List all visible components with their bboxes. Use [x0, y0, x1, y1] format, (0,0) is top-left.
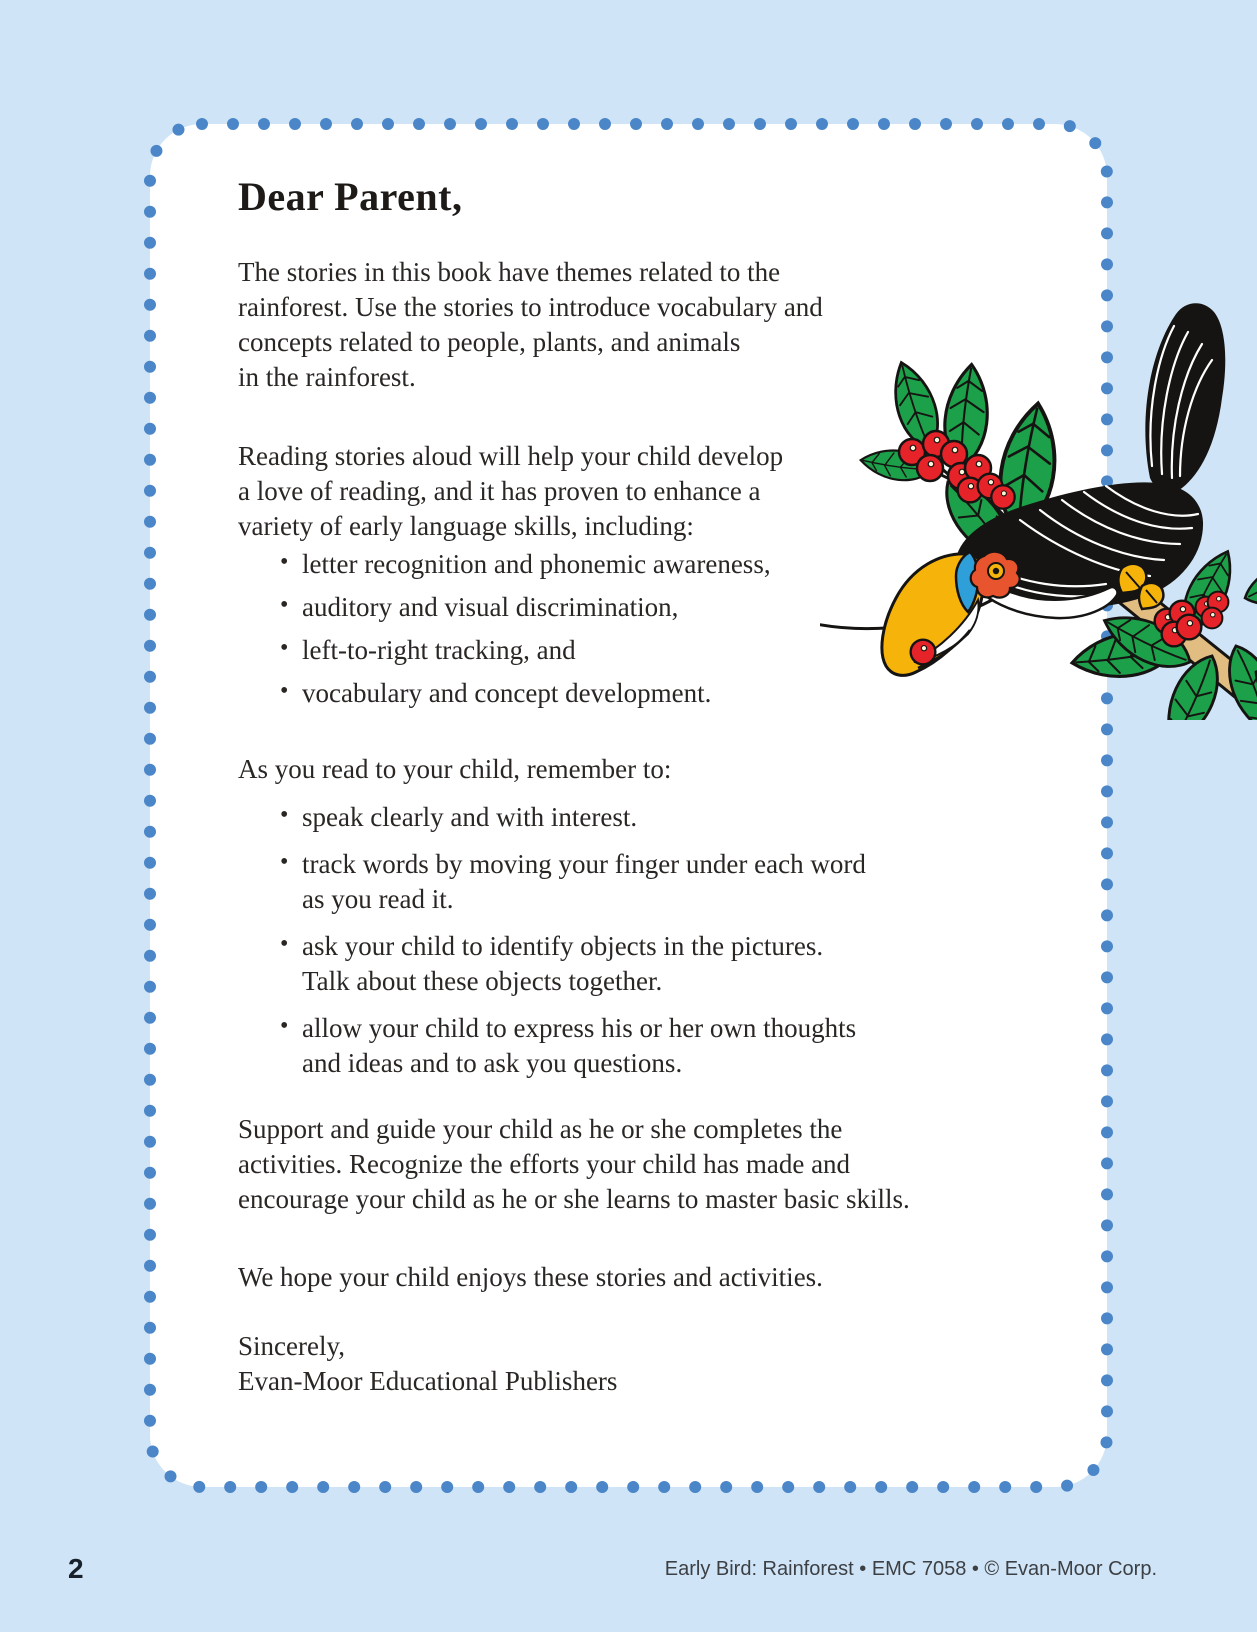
text-line: and ideas and to ask you questions. [302, 1048, 683, 1078]
list-item [238, 633, 771, 668]
hope-paragraph: We hope your child enjoys these stories and activities. [238, 1262, 823, 1292]
bullet-icon: • [280, 802, 289, 828]
text-line: Reading stories aloud will help your child develop [238, 441, 784, 471]
list-item [238, 800, 866, 835]
text-line: concepts related to people, plants, and animals [238, 327, 741, 357]
list-item [238, 547, 771, 582]
text-line: in the rainforest. [238, 362, 416, 392]
list-item [238, 847, 866, 917]
text-line: speak clearly and with interest. [302, 802, 638, 832]
bullet-icon: • [280, 1013, 289, 1039]
text-line: track words by moving your finger under each word [302, 849, 866, 879]
beak [882, 552, 984, 675]
bullet-icon: • [280, 549, 289, 575]
reading-paragraph [238, 439, 783, 544]
list-item [238, 676, 771, 711]
text-line: ask your child to identify objects in the pictures. [302, 931, 824, 961]
text-line: activities. Recognize the efforts your child has made and [238, 1149, 851, 1179]
closing-signature: Evan-Moor Educational Publishers [238, 1366, 618, 1396]
footer-credit: Early Bird: Rainforest • EMC 7058 • © Evan-Moor Corp. [664, 1558, 1157, 1580]
list-item-text: auditory and visual discrimination, [302, 592, 679, 622]
closing-sincerely: Sincerely, [238, 1331, 345, 1361]
text-line: as you read it. [302, 884, 454, 914]
text-line: The stories in this book have themes related to the [238, 257, 781, 287]
text-line: encourage your child as he or she learns to master basic skills. [238, 1184, 910, 1214]
bullet-icon: • [280, 635, 289, 661]
list-item-text: letter recognition and phonemic awareness, [302, 549, 771, 579]
bullet-icon: • [280, 678, 289, 704]
intro-paragraph [238, 255, 823, 395]
list-item [238, 590, 771, 625]
page-number: 2 [68, 1553, 84, 1584]
tail [1145, 303, 1225, 493]
bullet-icon: • [280, 592, 289, 618]
list-item [238, 1011, 866, 1081]
text-line: Support and guide your child as he or she completes the [238, 1114, 843, 1144]
list-item [238, 929, 866, 999]
closing-block [238, 1329, 617, 1399]
reading-tips-list [238, 800, 866, 1093]
skills-list [238, 547, 771, 719]
list-item-text: left-to-right tracking, and [302, 635, 576, 665]
text-line: Talk about these objects together. [302, 966, 663, 996]
footer [0, 1548, 1257, 1608]
text-line: rainforest. Use the stories to introduce vocabulary and [238, 292, 823, 322]
remember-intro: As you read to your child, remember to: [238, 754, 672, 784]
text-line: a love of reading, and it has proven to enhance a [238, 476, 761, 506]
text-line: allow your child to express his or her own thoughts [302, 1013, 857, 1043]
bullet-icon: • [280, 931, 289, 957]
text-line: variety of early language skills, including: [238, 511, 694, 541]
support-paragraph [238, 1112, 910, 1217]
toucan-illustration [820, 300, 1257, 720]
list-item-text: vocabulary and concept development. [302, 678, 712, 708]
bullet-icon: • [280, 849, 289, 875]
salutation: Dear Parent, [238, 174, 463, 219]
